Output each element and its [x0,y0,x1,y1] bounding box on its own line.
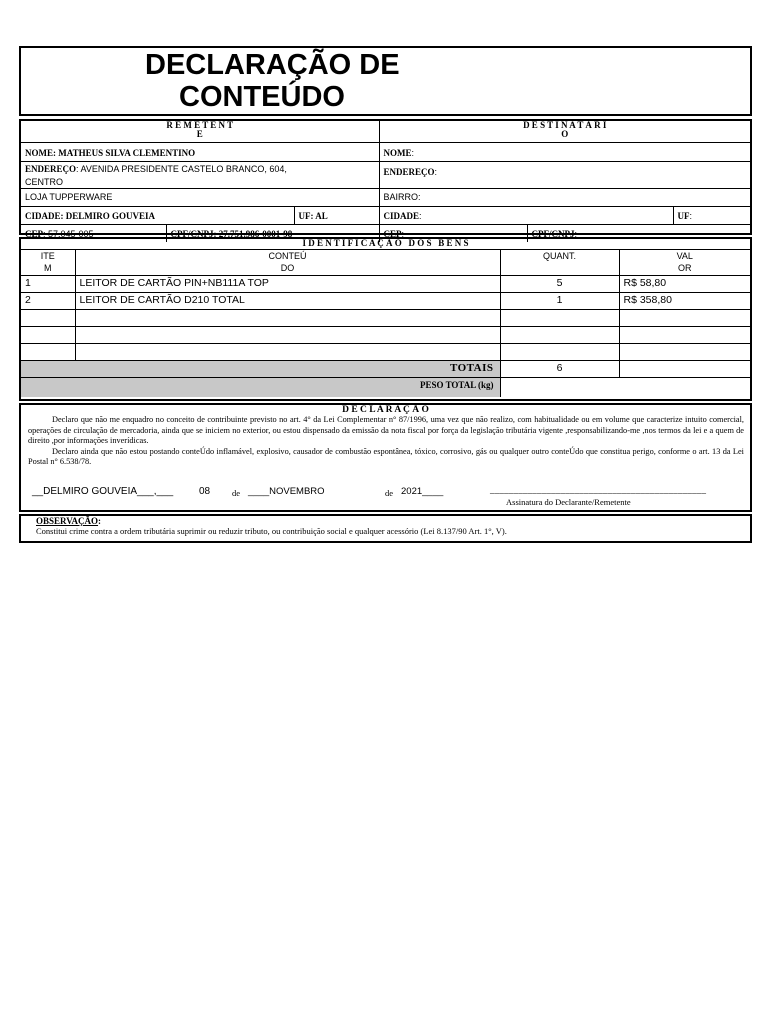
sender-heading-line-2: E [196,129,203,139]
sender-address-value: : AVENIDA PRESIDENTE CASTELO BRANCO, 604, [76,163,287,174]
goods-section [19,237,752,401]
goods-table [21,250,750,397]
observation-label-line [21,516,750,526]
row-item [21,343,75,360]
recipient-name-cell [379,142,750,161]
sender-address-district: CENTRO [25,176,63,187]
row-content: LEITOR DE CARTÃO D210 TOTAL [75,292,500,309]
sender-cep-value: : 57.045-005 [43,228,94,239]
row-item [21,326,75,343]
declaration-section [19,403,752,512]
recipient-cpf-value: : - [574,228,583,239]
sender-heading [21,121,379,142]
row-content [75,326,500,343]
goods-heading: I D E N T I F I C A Ç Ã O D O S B E N S [21,239,750,250]
address-section [19,119,752,239]
address-table [21,121,750,242]
sender-name-cell [21,142,379,161]
table-row [21,292,750,309]
row-qty: 5 [500,275,619,292]
recipient-cep-label: CEP [383,228,402,239]
col-value-header-line-1: VAL [676,251,693,261]
recipient-uf-label: UF [677,210,690,221]
row-content: LEITOR DE CARTÃO PIN+NB111A TOP [75,275,500,292]
weight-label: PESO TOTAL (kg) [21,377,500,397]
observation-label: OBSERVAÇÃO [36,516,99,526]
observation-text: Constitui crime contra a ordem tributária suprimir ou reduzir tributo, ou contribuição social e qualquer acessório (Lei 8.137/90 Art. 1°, V). [36,526,507,536]
observation-section [19,514,752,543]
sender-city-label: CIDADE [25,210,61,221]
sender-uf-value: : AL [310,210,328,221]
sender-name-value: : MATHEUS SILVA CLEMENTINO [53,147,196,158]
row-value: R$ 358,80 [619,292,750,309]
recipient-address-cell [379,161,750,188]
row-item: 1 [21,275,75,292]
sender-uf-cell [294,206,379,224]
col-item-header-line-2: M [44,263,52,273]
recipient-district: BAIRRO: [379,188,750,206]
row-value [619,326,750,343]
recipient-cpf-label: CPF/CNPJ [531,228,575,239]
sender-heading-line-1: R E M E T E N T [166,121,234,130]
row-qty [500,326,619,343]
col-qty-header: QUANT. [500,250,619,275]
col-content-header-line-2: DO [280,263,295,273]
recipient-cep-value: : [401,228,405,239]
sender-cep-label: CEP [25,228,43,239]
totals-label: TOTAIS [21,360,500,377]
declaration-de-1: de [232,488,241,498]
sender-cpf-label: CPF/CNPJ [170,228,214,239]
col-value-header [619,250,750,275]
recipient-heading [379,121,750,142]
recipient-city-value: : [419,210,422,221]
row-content [75,309,500,326]
sender-address-extra: LOJA TUPPERWARE [21,188,379,206]
title-box [19,46,752,116]
recipient-heading-line-1: D E S T I N A T Á R I [523,121,607,130]
row-qty [500,309,619,326]
totals-value [619,360,750,377]
recipient-address-label: ENDEREÇO [383,166,435,177]
sender-address-cell [21,161,379,188]
col-item-header [21,250,75,275]
col-content-header [75,250,500,275]
recipient-uf-value: : [689,210,693,221]
recipient-uf-cell [673,206,750,224]
page-title-line-1: DECLARAÇÃO DE [145,49,400,81]
row-qty: 1 [500,292,619,309]
table-row [21,275,750,292]
row-value: R$ 58,80 [619,275,750,292]
declaration-place: __DELMIRO GOUVEIA___,___ [32,486,174,497]
row-qty [500,343,619,360]
row-content [75,343,500,360]
recipient-city-cell [379,206,673,224]
recipient-name-label: NOME [383,147,412,158]
recipient-address-value: : [434,166,438,177]
declaration-de-2: de [385,488,394,498]
sender-cpf-value: : 27.751.986-0001-98 [213,228,293,239]
recipient-city-label: CIDADE [383,210,420,221]
table-row [21,343,750,360]
row-value [619,309,750,326]
row-item [21,309,75,326]
observation-colon: : [98,516,102,526]
goods-rows [21,275,750,360]
weight-value [500,377,750,397]
recipient-heading-line-2: O [561,129,569,139]
col-content-header-line-1: CONTEÚ [268,251,307,261]
declaration-heading: D E C L A R A Ç Ã O [342,405,429,415]
col-value-header-line-2: OR [678,263,692,273]
col-item-header-line-1: ITE [40,251,55,261]
declaration-paragraph-1: Declaro que não me enquadro no conceito de contribuinte previsto no art. 4° da Lei Complementar n° 87/1996, uma vez que não realizo, com habitualidade ou em volume que caracterize intuito comercial, operações de circulação de mercadoria, ainda que se iniciem no exterior, ou estou dispensado da emissão da nota fiscal por força da legislação tributária vigente ,responsabilizando-me ,nos termos da lei e a quem de direito ,por informações inverídicas. [28,415,744,446]
declaration-paragraph-2: Declaro ainda que não estou postando conteÚdo inflamável, explosivo, causador de combustão espontânea, tóxico, corrosivo, gás ou qualquer outro conteÚdo que constitua perigo, conforme o art. 13 da Lei Postal n° 6.538/78. [28,446,744,467]
sender-uf-label: UF [298,210,311,221]
row-value [619,343,750,360]
signature-line: ______________________________________________ [490,485,707,495]
declaration-day: 08 [199,486,211,497]
sender-address-label: ENDEREÇO [25,163,77,174]
table-row [21,309,750,326]
signature-caption: Assinatura do Declarante/Remetente [506,497,631,507]
page-title-line-2: CONTEÚDO [179,81,345,113]
sender-city-cell [21,206,294,224]
declaration-month: ____NOVEMBRO [248,486,325,497]
sender-name-label: NOME [25,147,53,158]
totals-qty: 6 [500,360,619,377]
declaration-year: 2021____ [401,486,444,497]
sender-city-value: : DELMIRO GOUVEIA [60,210,156,221]
row-item: 2 [21,292,75,309]
table-row [21,326,750,343]
recipient-name-value: : [411,147,415,158]
